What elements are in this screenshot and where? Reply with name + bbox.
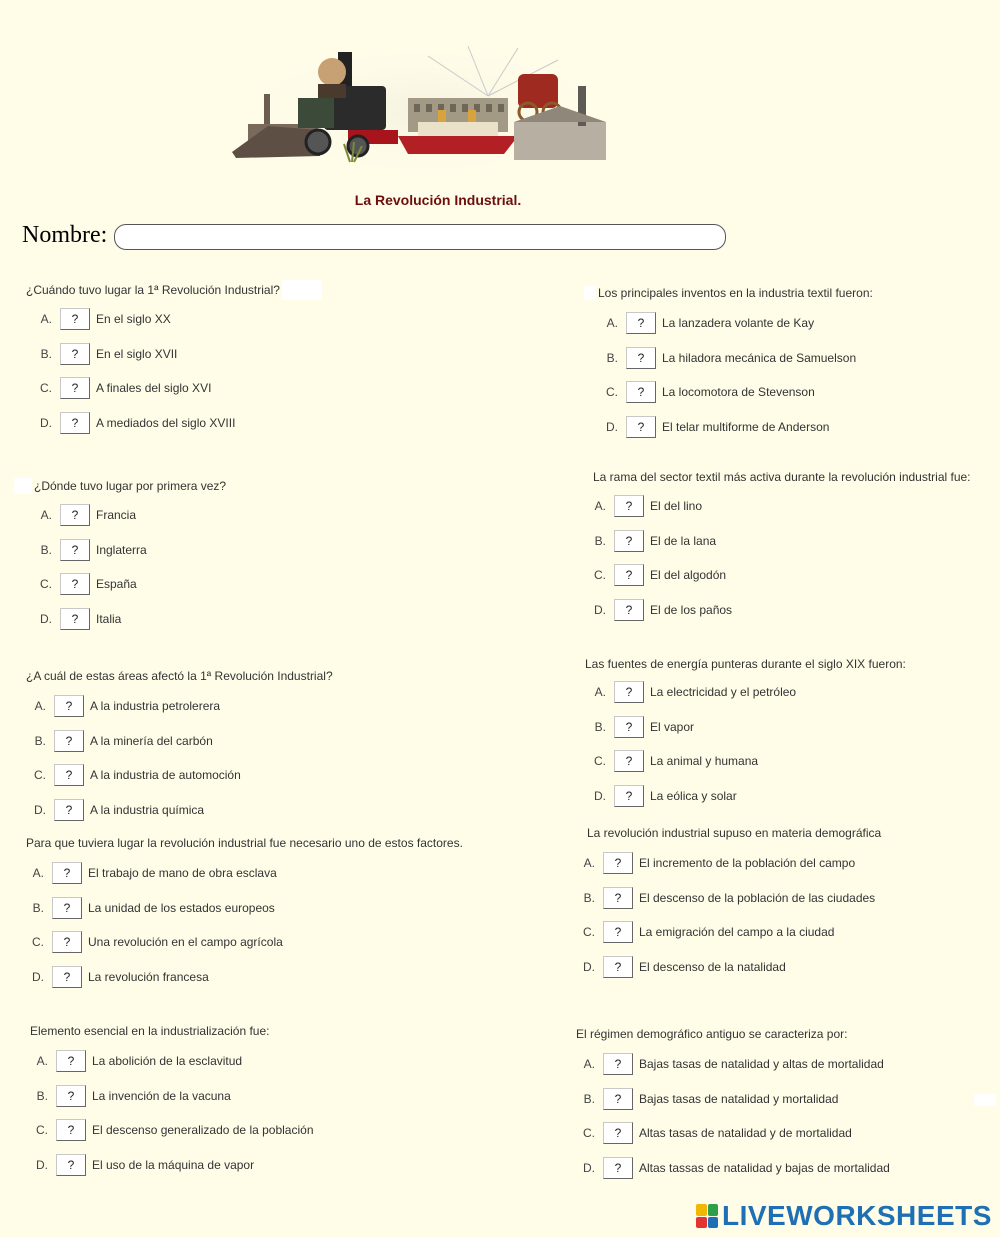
answer-dropdown[interactable]: ? [603,956,633,978]
option-text: El incremento de la población del campo [639,856,856,870]
option-letter: B. [40,346,52,361]
answer-dropdown[interactable]: ? [60,608,90,630]
option-letter: A. [583,1057,595,1071]
answer-dropdown[interactable]: ? [52,966,82,988]
blank-patch [584,286,596,300]
option-text: Altas tasas de natalidad y de mortalidad [639,1126,852,1140]
answer-dropdown[interactable]: ? [603,921,633,943]
option-letter: A. [40,508,52,522]
answer-dropdown[interactable]: ? [626,416,656,438]
option-letter: A. [34,699,46,713]
answer-dropdown[interactable]: ? [56,1154,86,1176]
question-2-option-row [28,607,121,631]
option-text: La eólica y solar [650,788,737,803]
question-2-option-row [28,572,137,596]
option-text: La abolición de la esclavitud [92,1054,243,1068]
option-letter: B. [594,719,606,734]
answer-dropdown[interactable]: ? [603,1088,633,1110]
logo-mark-icon [696,1204,718,1228]
question-4-option-row [20,965,209,989]
question-6-option-row [594,415,829,439]
answer-dropdown[interactable]: ? [52,862,82,884]
question-9-option-row [571,955,786,979]
answer-dropdown[interactable]: ? [603,1122,633,1144]
answer-dropdown[interactable]: ? [603,1053,633,1075]
question-10-option-row [571,1052,884,1076]
answer-dropdown[interactable]: ? [60,573,90,595]
question-1-option-row [28,307,171,331]
option-text: El uso de la máquina de vapor [92,1157,255,1172]
question-8-option-row [582,784,737,808]
option-letter: C. [34,768,46,782]
option-text: El de los paños [650,602,733,617]
option-letter: A. [594,685,606,699]
answer-dropdown[interactable]: ? [60,343,90,365]
answer-dropdown[interactable]: ? [614,530,644,552]
option-text: Inglaterra [96,542,147,557]
option-text: El del lino [650,499,703,513]
option-text: Bajas tasas de natalidad y mortalidad [639,1091,839,1106]
question-1-text: ¿Cuándo tuvo lugar la 1ª Revolución Industrial? [26,283,280,297]
question-7-option-row [582,563,726,587]
question-4-text: Para que tuviera lugar la revolución industrial fue necesario uno de estos factores. [26,836,463,850]
answer-dropdown[interactable]: ? [614,785,644,807]
option-letter: C. [32,935,44,949]
option-letter: C. [594,754,606,768]
answer-dropdown[interactable]: ? [56,1085,86,1107]
answer-dropdown[interactable]: ? [54,799,84,821]
option-text: La invención de la vacuna [92,1088,231,1103]
answer-dropdown[interactable]: ? [614,599,644,621]
answer-dropdown[interactable]: ? [614,750,644,772]
option-letter: A. [32,866,44,880]
option-text: El vapor [650,719,695,734]
question-3-option-row [22,763,241,787]
option-letter: D. [34,802,46,817]
liveworksheets-logo [696,1202,992,1230]
option-text: Bajas tasas de natalidad y altas de mortalidad [639,1057,884,1071]
question-6-option-row [594,346,856,370]
blank-patch [974,1094,996,1106]
option-text: Altas tassas de natalidad y bajas de mortalidad [639,1160,890,1175]
answer-dropdown[interactable]: ? [56,1050,86,1072]
question-5-option-row [24,1153,254,1177]
option-letter: C. [40,381,52,395]
question-9-option-row [571,851,855,875]
option-text: La locomotora de Stevenson [662,385,815,399]
option-text: El trabajo de mano de obra esclava [88,866,277,880]
question-8-option-row [582,680,796,704]
question-10-option-row [571,1156,890,1180]
answer-dropdown[interactable]: ? [54,764,84,786]
blank-patch [14,478,32,494]
answer-dropdown[interactable]: ? [614,564,644,586]
option-text: Una revolución en el campo agrícola [88,935,283,949]
option-letter: A. [40,312,52,326]
option-text: La emigración del campo a la ciudad [639,925,835,939]
option-text: El de la lana [650,533,717,548]
question-3-option-row [22,729,213,753]
answer-dropdown[interactable]: ? [60,412,90,434]
option-letter: B. [40,542,52,557]
option-text: En el siglo XVII [96,346,178,361]
answer-dropdown[interactable]: ? [60,504,90,526]
answer-dropdown[interactable]: ? [54,695,84,717]
logo-text: LIVEWORKSHEETS [722,1200,992,1231]
answer-dropdown[interactable]: ? [56,1119,86,1141]
option-letter: A. [583,856,595,870]
question-2-option-row [28,503,136,527]
answer-dropdown[interactable]: ? [603,887,633,909]
question-3-option-row [22,694,220,718]
question-5-option-row [24,1118,314,1142]
question-5-option-row [24,1049,242,1073]
question-8-text: Las fuentes de energía punteras durante el siglo XIX fueron: [585,657,906,671]
option-letter: D. [40,611,52,626]
option-text: El descenso generalizado de la población [92,1123,314,1137]
question-4-option-row [20,930,283,954]
option-letter: D. [594,788,606,803]
option-letter: C. [40,577,52,591]
option-letter: B. [606,350,618,365]
question-2-option-row [28,538,147,562]
question-6-text: Los principales inventos en la industria textil fueron: [598,286,873,300]
answer-dropdown[interactable]: ? [60,377,90,399]
question-8-option-row [582,749,758,773]
question-10-text: El régimen demográfico antiguo se caracteriza por: [576,1027,848,1041]
option-letter: D. [583,1160,595,1175]
industrial-revolution-collage-image [228,26,620,176]
answer-dropdown[interactable]: ? [626,347,656,369]
answer-dropdown[interactable]: ? [614,716,644,738]
question-2-text: ¿Dónde tuvo lugar por primera vez? [34,479,227,493]
option-letter: C. [36,1123,48,1137]
question-3-option-row [22,798,204,822]
answer-dropdown[interactable]: ? [603,852,633,874]
question-6-option-row [594,380,815,404]
option-text: El descenso de la natalidad [639,959,786,974]
option-letter: B. [32,900,44,915]
option-text: El del algodón [650,568,727,582]
question-1-option-row [28,411,235,435]
answer-dropdown[interactable]: ? [52,897,82,919]
question-3-text: ¿A cuál de estas áreas afectó la 1ª Revolución Industrial? [26,669,333,683]
question-1-option-row [28,376,211,400]
option-text: La electricidad y el petróleo [650,685,797,699]
question-1-option-row [28,342,177,366]
blank-patch [282,280,322,300]
answer-dropdown[interactable]: ? [626,381,656,403]
question-10-option-row [571,1121,852,1145]
option-text: A la industria química [90,802,205,817]
option-letter: C. [594,568,606,582]
option-text: Francia [96,508,137,522]
page-title: La Revolución Industrial. [354,192,522,208]
option-text: Italia [96,611,122,626]
option-text: La animal y humana [650,754,759,768]
question-9-option-row [571,886,875,910]
answer-dropdown[interactable]: ? [54,730,84,752]
question-6-option-row [594,311,814,335]
option-letter: A. [36,1054,48,1068]
option-text: La lanzadera volante de Kay [662,316,815,330]
option-letter: D. [594,602,606,617]
question-5-text: Elemento esencial en la industrialización fue: [30,1024,270,1038]
question-5-option-row [24,1084,231,1108]
option-letter: A. [594,499,606,513]
option-letter: B. [583,1091,595,1106]
question-7-option-row [582,529,716,553]
option-letter: D. [40,415,52,430]
option-text: España [96,577,137,591]
question-9-option-row [571,920,834,944]
option-text: En el siglo XX [96,312,171,326]
option-letter: C. [583,925,595,939]
question-4-option-row [20,896,275,920]
option-letter: B. [594,533,606,548]
option-text: A la industria de automoción [90,768,241,782]
question-7-option-row [582,494,702,518]
answer-dropdown[interactable]: ? [614,495,644,517]
option-text: El telar multiforme de Anderson [662,419,830,434]
answer-dropdown[interactable]: ? [614,681,644,703]
question-10-option-row [571,1087,838,1111]
answer-dropdown[interactable]: ? [626,312,656,334]
option-letter: C. [606,385,618,399]
option-text: La hiladora mecánica de Samuelson [662,350,857,365]
question-7-option-row [582,598,732,622]
question-7-text: La rama del sector textil más activa durante la revolución industrial fue: [593,470,971,484]
option-text: El descenso de la población de las ciudades [639,890,876,905]
option-text: A mediados del siglo XVIII [96,415,236,430]
option-letter: B. [34,733,46,748]
question-8-option-row [582,715,694,739]
option-letter: D. [606,419,618,434]
name-input[interactable] [114,224,726,250]
name-label: Nombre: [22,222,108,248]
option-letter: A. [606,316,618,330]
option-text: La unidad de los estados europeos [88,900,275,915]
option-letter: D. [32,969,44,984]
option-text: La revolución francesa [88,969,209,984]
answer-dropdown[interactable]: ? [60,539,90,561]
option-text: A la industria petrolerera [90,699,221,713]
question-9-text: La revolución industrial supuso en materia demográfica [587,826,882,840]
option-letter: B. [583,890,595,905]
answer-dropdown[interactable]: ? [60,308,90,330]
option-text: A finales del siglo XVI [96,381,212,395]
option-letter: B. [36,1088,48,1103]
answer-dropdown[interactable]: ? [603,1157,633,1179]
option-letter: C. [583,1126,595,1140]
option-text: A la minería del carbón [90,733,213,748]
option-letter: D. [36,1157,48,1172]
question-4-option-row [20,861,277,885]
option-letter: D. [583,959,595,974]
answer-dropdown[interactable]: ? [52,931,82,953]
